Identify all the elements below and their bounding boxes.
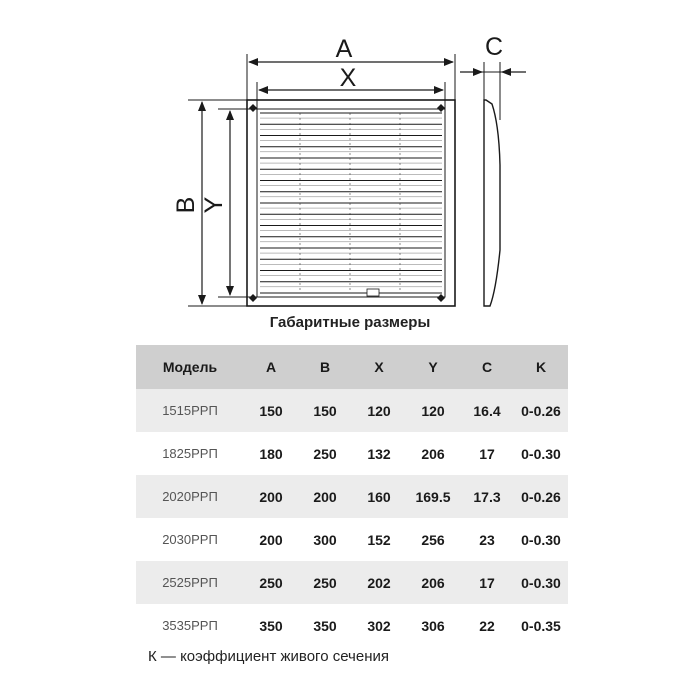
value-cell: 132 xyxy=(367,445,391,462)
dimension-x-label: X xyxy=(339,64,357,92)
value-cell: 250 xyxy=(298,561,352,604)
value-cell: 150 xyxy=(244,389,298,432)
footnote: К — коэффициент живого сечения xyxy=(148,648,389,665)
model-cell: 1515РРП xyxy=(136,389,244,432)
value-cell: 0-0.30 xyxy=(521,445,561,462)
header-y: Y xyxy=(406,345,460,389)
value-cell: 180 xyxy=(259,445,283,462)
value-cell: 152 xyxy=(367,531,391,548)
table-row xyxy=(136,389,568,432)
value-cell: 0-0.30 xyxy=(514,561,568,604)
value-cell: 169.5 xyxy=(406,475,460,518)
value-cell: 120 xyxy=(352,389,406,432)
value-cell: 206 xyxy=(406,561,460,604)
header-k: K xyxy=(514,345,568,389)
value-cell: 150 xyxy=(298,389,352,432)
table-header-row xyxy=(136,345,568,389)
header-a: A xyxy=(244,345,298,389)
model-cell: 1825РРП xyxy=(162,446,218,461)
value-cell: 350 xyxy=(259,617,283,634)
value-cell: 0-0.26 xyxy=(514,475,568,518)
table-row xyxy=(136,432,568,475)
grille-latch xyxy=(367,289,379,296)
value-cell: 350 xyxy=(313,617,337,634)
header-model: Модель xyxy=(136,345,244,389)
table-row xyxy=(136,475,568,518)
value-cell: 250 xyxy=(313,445,337,462)
table-row xyxy=(136,604,568,647)
value-cell: 200 xyxy=(259,531,283,548)
value-cell: 250 xyxy=(244,561,298,604)
model-cell: 2030РРП xyxy=(162,532,218,547)
value-cell: 0-0.26 xyxy=(514,389,568,432)
value-cell: 17 xyxy=(460,561,514,604)
value-cell: 202 xyxy=(352,561,406,604)
value-cell: 306 xyxy=(421,617,445,634)
value-cell: 206 xyxy=(421,445,445,462)
model-cell: 3535РРП xyxy=(162,618,218,633)
table-row xyxy=(136,561,568,604)
value-cell: 22 xyxy=(479,617,495,634)
value-cell: 160 xyxy=(352,475,406,518)
table-row xyxy=(136,518,568,561)
dimension-b-label: B xyxy=(172,196,200,214)
header-x: X xyxy=(352,345,406,389)
header-c: C xyxy=(460,345,514,389)
dimension-a-label: A xyxy=(335,35,353,63)
grille-dimension-drawing xyxy=(0,0,700,320)
value-cell: 200 xyxy=(298,475,352,518)
dimension-y-label: Y xyxy=(200,196,228,214)
value-cell: 17 xyxy=(479,445,495,462)
value-cell: 16.4 xyxy=(460,389,514,432)
grille-side-profile xyxy=(484,100,500,306)
value-cell: 23 xyxy=(479,531,495,548)
dimension-c-label: C xyxy=(484,33,504,61)
value-cell: 0-0.35 xyxy=(521,617,561,634)
model-cell: 2525РРП xyxy=(136,561,244,604)
section-title: Габаритные размеры xyxy=(269,314,431,331)
model-cell: 2020РРП xyxy=(136,475,244,518)
value-cell: 200 xyxy=(244,475,298,518)
value-cell: 300 xyxy=(313,531,337,548)
value-cell: 120 xyxy=(406,389,460,432)
value-cell: 302 xyxy=(367,617,391,634)
value-cell: 17.3 xyxy=(460,475,514,518)
specification-table xyxy=(136,345,568,647)
header-b: B xyxy=(298,345,352,389)
value-cell: 0-0.30 xyxy=(521,531,561,548)
value-cell: 256 xyxy=(421,531,445,548)
